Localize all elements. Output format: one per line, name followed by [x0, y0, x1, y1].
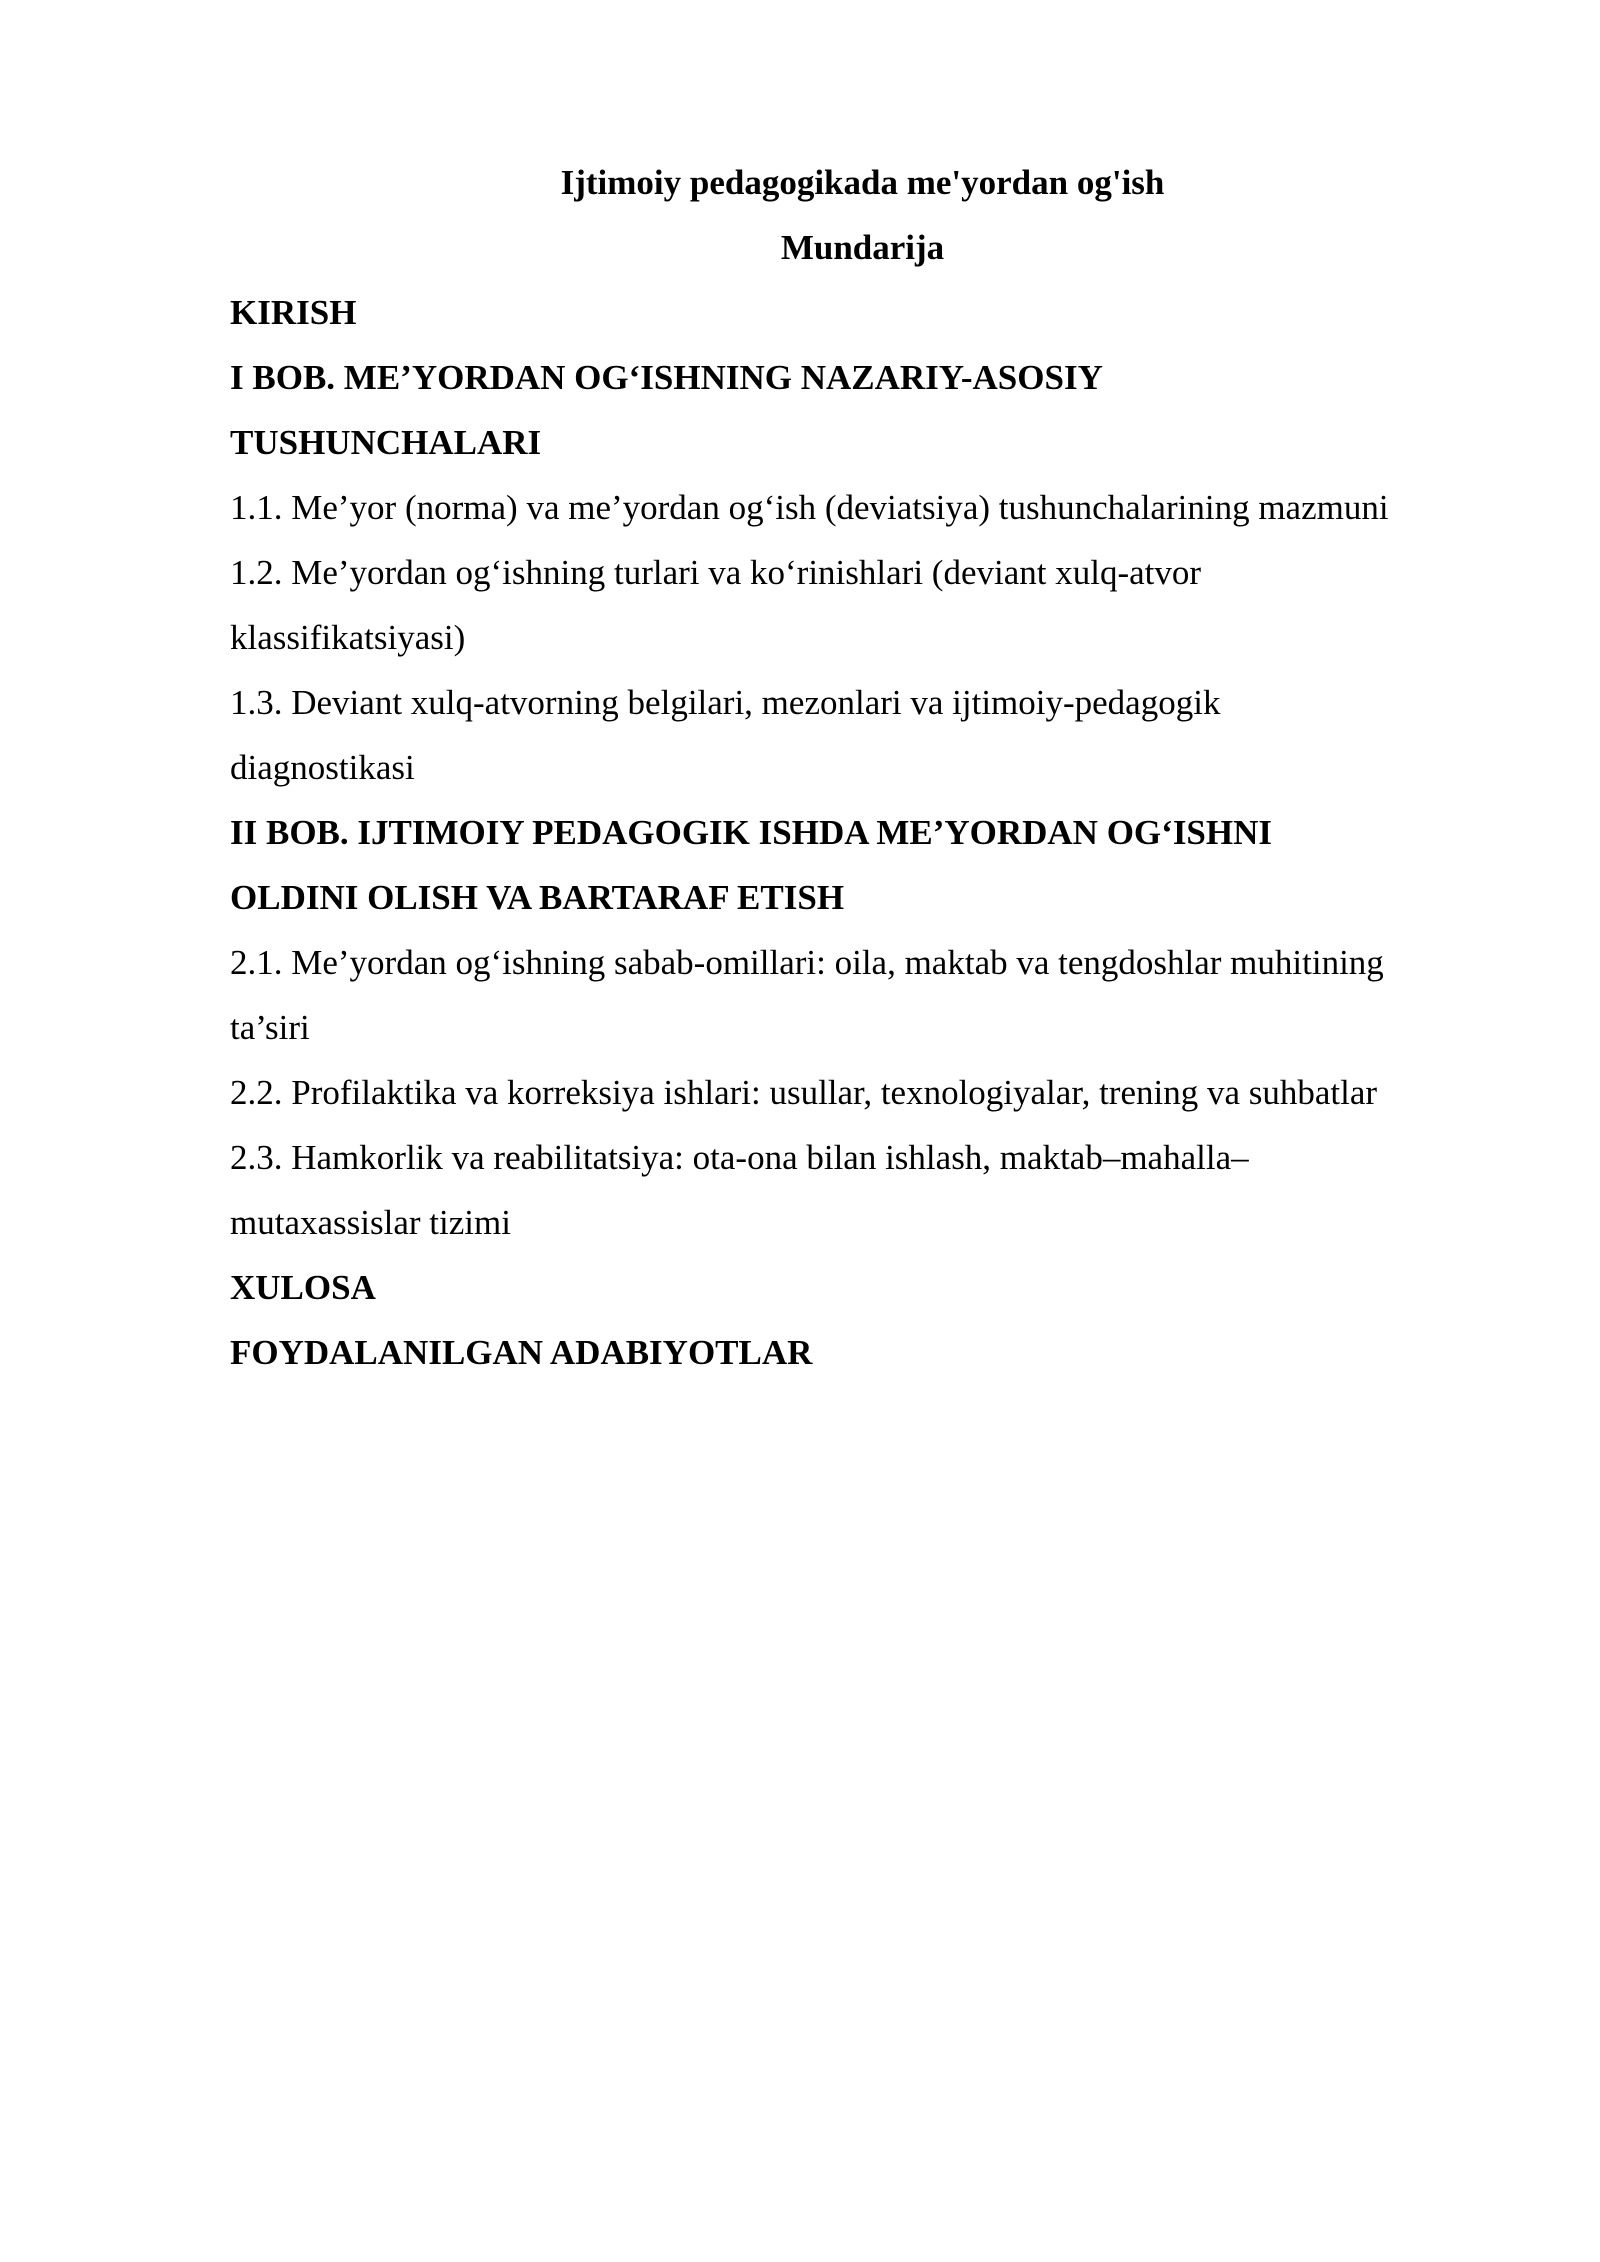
toc-item-references: FOYDALANILGAN ADABIYOTLAR [230, 1333, 813, 1372]
toc-chapter1-title-line2: TUSHUNCHALARI [230, 423, 542, 462]
toc-section-2-3-line1: 2.3. Hamkorlik va reabilitatsiya: ota-ona bilan ishlash, maktab–mahalla– [230, 1138, 1249, 1177]
toc-section-2-3-line2: mutaxassislar tizimi [230, 1203, 511, 1242]
toc-section-1-1: 1.1. Me’yor (norma) va me’yordan og‘ish (deviatsiya) tushunchalarining mazmuni [230, 488, 1389, 527]
toc-section-2-1-line1: 2.1. Me’yordan og‘ishning sabab-omillari: oila, maktab va tengdoshlar muhitining [230, 943, 1384, 982]
toc-section-1-3-line1: 1.3. Deviant xulq-atvorning belgilari, mezonlari va ijtimoiy-pedagogik [230, 683, 1221, 722]
toc-item-intro: KIRISH [230, 293, 357, 332]
toc-section-1-3-line2: diagnostikasi [230, 748, 415, 787]
toc-section-1-2-line1: 1.2. Me’yordan og‘ishning turlari va ko‘rinishlari (deviant xulq-atvor [230, 553, 1202, 592]
toc-section-1-2-line2: klassifikatsiyasi) [230, 618, 466, 657]
toc-chapter2-title-line1: II BOB. IJTIMOIY PEDAGOGIK ISHDA ME’YORDAN OG‘ISHNI [230, 813, 1273, 852]
toc-chapter2-title-line2: OLDINI OLISH VA BARTARAF ETISH [230, 878, 845, 917]
toc-heading: Mundarija [780, 228, 945, 267]
document-page [230, 150, 1490, 1385]
toc-section-2-2: 2.2. Profilaktika va korreksiya ishlari: usullar, texnologiyalar, trening va suhbatlar [230, 1073, 1378, 1112]
toc-chapter1-title-line1: I BOB. ME’YORDAN OG‘ISHNING NAZARIY-ASOSIY [230, 358, 1103, 397]
document-title: Ijtimoiy pedagogikada me'yordan og'ish [560, 163, 1165, 202]
toc-item-conclusion: XULOSA [230, 1268, 376, 1307]
toc-section-2-1-line2: ta’siri [230, 1008, 310, 1047]
